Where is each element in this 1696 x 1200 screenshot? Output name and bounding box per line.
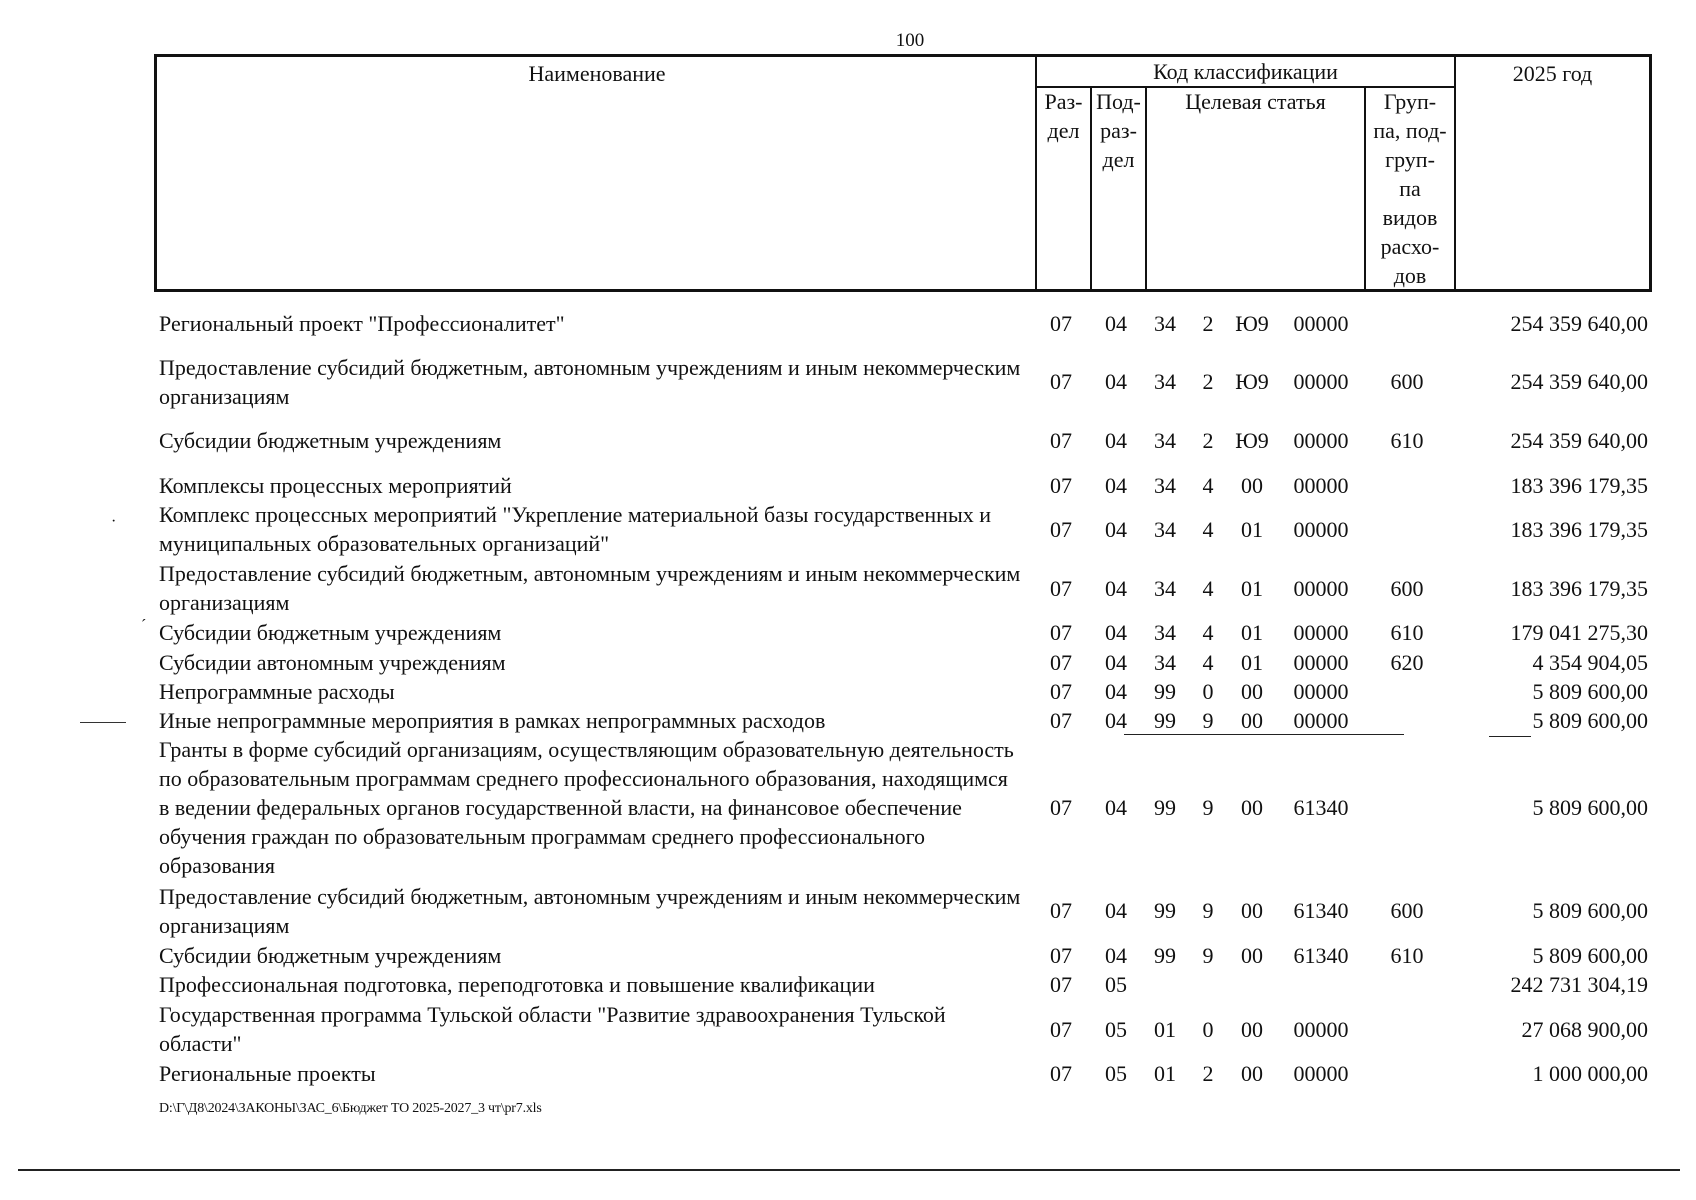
row-name: Непрограммные расходы <box>159 679 395 704</box>
cell-vr: 610 <box>1390 943 1424 968</box>
cell-cs3: Ю9 <box>1235 369 1269 394</box>
cell-amount: 183 396 179,35 <box>1510 473 1648 498</box>
cell-podrazdel: 04 <box>1105 576 1127 601</box>
cell-razdel: 07 <box>1050 428 1072 453</box>
header-section: Раз- дел <box>1044 89 1083 143</box>
cell-razdel: 07 <box>1050 679 1072 704</box>
cell-razdel: 07 <box>1050 898 1072 923</box>
cell-amount: 179 041 275,30 <box>1510 620 1648 645</box>
cell-cs1: 34 <box>1154 473 1176 498</box>
cell-cs3: 00 <box>1241 943 1263 968</box>
row-name: Комплекс процессных мероприятий "Укрепление материальной базы государственных и муниципальных образовательных организаций" <box>159 502 992 556</box>
cell-vr: 610 <box>1390 428 1424 453</box>
cell-razdel: 07 <box>1050 576 1072 601</box>
cell-amount: 183 396 179,35 <box>1510 517 1648 542</box>
cell-podrazdel: 04 <box>1105 898 1127 923</box>
cell-razdel: 07 <box>1050 650 1072 675</box>
cell-podrazdel: 04 <box>1105 428 1127 453</box>
cell-amount: 254 359 640,00 <box>1510 369 1648 394</box>
cell-cs4: 61340 <box>1293 795 1349 820</box>
row-name: Субсидии бюджетным учреждениям <box>159 943 502 968</box>
margin-tick-mark: ˊ <box>141 617 147 634</box>
cell-podrazdel: 04 <box>1105 517 1127 542</box>
cell-cs3: Ю9 <box>1235 428 1269 453</box>
row-name: Предоставление субсидий бюджетным, автономным учреждениям и иным некоммерческим организациям <box>159 561 1021 615</box>
cell-razdel: 07 <box>1050 1017 1072 1042</box>
cell-podrazdel: 04 <box>1105 311 1127 336</box>
cell-podrazdel: 05 <box>1105 1061 1127 1086</box>
row-name: Государственная программа Тульской области "Развитие здравоохранения Тульской области" <box>159 1002 946 1056</box>
cell-cs2: 2 <box>1202 311 1214 336</box>
cell-cs3: 01 <box>1241 650 1263 675</box>
cell-amount: 5 809 600,00 <box>1532 708 1648 733</box>
header-code-group: Код классификации <box>1153 59 1338 84</box>
cell-vr: 600 <box>1390 898 1424 923</box>
cell-cs4: 61340 <box>1293 943 1349 968</box>
cell-razdel: 07 <box>1050 943 1072 968</box>
cell-cs2: 2 <box>1202 428 1214 453</box>
cell-podrazdel: 04 <box>1105 620 1127 645</box>
cell-cs1: 01 <box>1154 1017 1176 1042</box>
cell-cs3: Ю9 <box>1235 311 1269 336</box>
cell-cs3: 00 <box>1241 1017 1263 1042</box>
underline-mark <box>1489 736 1531 737</box>
cell-cs1: 34 <box>1154 311 1176 336</box>
cell-cs2: 9 <box>1202 795 1214 820</box>
cell-razdel: 07 <box>1050 517 1072 542</box>
cell-cs1: 99 <box>1154 795 1176 820</box>
cell-cs4: 00000 <box>1293 517 1349 542</box>
cell-cs2: 4 <box>1202 650 1214 675</box>
cell-amount: 254 359 640,00 <box>1510 428 1648 453</box>
cell-razdel: 07 <box>1050 795 1072 820</box>
cell-cs4: 61340 <box>1293 898 1349 923</box>
cell-amount: 1 000 000,00 <box>1532 1061 1648 1086</box>
cell-razdel: 07 <box>1050 1061 1072 1086</box>
cell-podrazdel: 04 <box>1105 650 1127 675</box>
cell-cs4: 00000 <box>1293 1061 1349 1086</box>
bottom-rule <box>18 1169 1680 1171</box>
row-name: Гранты в форме субсидий организациям, осуществляющим образовательную деятельность по образовательным программам среднего профессионального образования, находящимся в ведении федеральных органов государственной власти, на финансовое обеспечение обучения граждан по образовательным программам среднего профессионального образования <box>159 737 1014 878</box>
cell-cs4: 00000 <box>1293 679 1349 704</box>
row-name: Комплексы процессных мероприятий <box>159 473 512 498</box>
cell-razdel: 07 <box>1050 369 1072 394</box>
cell-cs3: 01 <box>1241 517 1263 542</box>
cell-cs1: 99 <box>1154 708 1176 733</box>
cell-cs4: 00000 <box>1293 428 1349 453</box>
cell-amount: 242 731 304,19 <box>1510 972 1648 997</box>
row-name: Предоставление субсидий бюджетным, автономным учреждениям и иным некоммерческим организациям <box>159 355 1021 409</box>
cell-cs1: 99 <box>1154 898 1176 923</box>
cell-cs3: 01 <box>1241 576 1263 601</box>
cell-cs2: 0 <box>1202 1017 1214 1042</box>
cell-podrazdel: 04 <box>1105 473 1127 498</box>
row-name: Региональный проект "Профессионалитет" <box>159 311 565 336</box>
cell-cs4: 00000 <box>1293 311 1349 336</box>
cell-cs2: 4 <box>1202 620 1214 645</box>
cell-cs1: 99 <box>1154 943 1176 968</box>
cell-amount: 5 809 600,00 <box>1532 679 1648 704</box>
cell-cs2: 4 <box>1202 576 1214 601</box>
row-name: Профессиональная подготовка, переподготовка и повышение квалификации <box>159 972 875 997</box>
cell-amount: 5 809 600,00 <box>1532 943 1648 968</box>
cell-amount: 4 354 904,05 <box>1532 650 1648 675</box>
cell-cs3: 00 <box>1241 679 1263 704</box>
cell-podrazdel: 04 <box>1105 795 1127 820</box>
cell-cs1: 34 <box>1154 650 1176 675</box>
cell-vr: 600 <box>1390 576 1424 601</box>
cell-cs3: 00 <box>1241 708 1263 733</box>
header-name: Наименование <box>528 61 666 86</box>
cell-cs4: 00000 <box>1293 650 1349 675</box>
cell-razdel: 07 <box>1050 311 1072 336</box>
cell-cs4: 00000 <box>1293 576 1349 601</box>
cell-cs3: 01 <box>1241 620 1263 645</box>
footer-file-path: D:\Г\Д8\2024\ЗАКОНЫ\ЗАС_6\Бюджет ТО 2025-2027_3 чт\pr7.xls <box>159 1101 542 1116</box>
cell-podrazdel: 05 <box>1105 1017 1127 1042</box>
header-target-article: Целевая статья <box>1185 89 1326 114</box>
header-expense-group: Груп- па, под- груп- па видов расхо- дов <box>1373 89 1447 288</box>
cell-podrazdel: 05 <box>1105 972 1127 997</box>
cell-amount: 27 068 900,00 <box>1521 1017 1648 1042</box>
cell-razdel: 07 <box>1050 708 1072 733</box>
cell-vr: 610 <box>1390 620 1424 645</box>
row-name: Субсидии бюджетным учреждениям <box>159 428 502 453</box>
page-number: 100 <box>895 30 925 51</box>
cell-cs1: 34 <box>1154 620 1176 645</box>
header-subsection: Под- раз- дел <box>1096 89 1141 172</box>
cell-cs4: 00000 <box>1293 1017 1349 1042</box>
cell-cs1: 34 <box>1154 369 1176 394</box>
cell-cs2: 9 <box>1202 708 1214 733</box>
cell-cs2: 4 <box>1202 473 1214 498</box>
row-name: Иные непрограммные мероприятия в рамках непрограммных расходов <box>159 708 826 733</box>
cell-cs4: 00000 <box>1293 620 1349 645</box>
cell-amount: 254 359 640,00 <box>1510 311 1648 336</box>
cell-cs1: 34 <box>1154 576 1176 601</box>
row-name: Субсидии автономным учреждениям <box>159 650 506 675</box>
cell-amount: 5 809 600,00 <box>1532 898 1648 923</box>
cell-podrazdel: 04 <box>1105 369 1127 394</box>
cell-podrazdel: 04 <box>1105 679 1127 704</box>
cell-vr: 600 <box>1390 369 1424 394</box>
header-year: 2025 год <box>1512 61 1593 86</box>
row-name: Субсидии бюджетным учреждениям <box>159 620 502 645</box>
cell-cs1: 01 <box>1154 1061 1176 1086</box>
margin-dash-mark <box>80 722 126 723</box>
cell-cs1: 34 <box>1154 428 1176 453</box>
cell-razdel: 07 <box>1050 972 1072 997</box>
cell-razdel: 07 <box>1050 620 1072 645</box>
cell-cs2: 2 <box>1202 1061 1214 1086</box>
row-name: Региональные проекты <box>159 1061 376 1086</box>
cell-podrazdel: 04 <box>1105 943 1127 968</box>
cell-cs3: 00 <box>1241 795 1263 820</box>
cell-vr: 620 <box>1390 650 1424 675</box>
cell-cs2: 9 <box>1202 898 1214 923</box>
cell-razdel: 07 <box>1050 473 1072 498</box>
cell-cs3: 00 <box>1241 1061 1263 1086</box>
cell-amount: 183 396 179,35 <box>1510 576 1648 601</box>
cell-cs3: 00 <box>1241 473 1263 498</box>
margin-dot-mark: · <box>111 513 117 530</box>
cell-cs2: 0 <box>1202 679 1214 704</box>
underline-mark <box>1124 734 1404 735</box>
cell-cs2: 4 <box>1202 517 1214 542</box>
row-name: Предоставление субсидий бюджетным, автономным учреждениям и иным некоммерческим организациям <box>159 884 1021 938</box>
cell-cs2: 9 <box>1202 943 1214 968</box>
cell-cs3: 00 <box>1241 898 1263 923</box>
cell-cs2: 2 <box>1202 369 1214 394</box>
cell-amount: 5 809 600,00 <box>1532 795 1648 820</box>
cell-cs4: 00000 <box>1293 708 1349 733</box>
cell-cs4: 00000 <box>1293 369 1349 394</box>
cell-podrazdel: 04 <box>1105 708 1127 733</box>
cell-cs1: 34 <box>1154 517 1176 542</box>
cell-cs4: 00000 <box>1293 473 1349 498</box>
cell-cs1: 99 <box>1154 679 1176 704</box>
